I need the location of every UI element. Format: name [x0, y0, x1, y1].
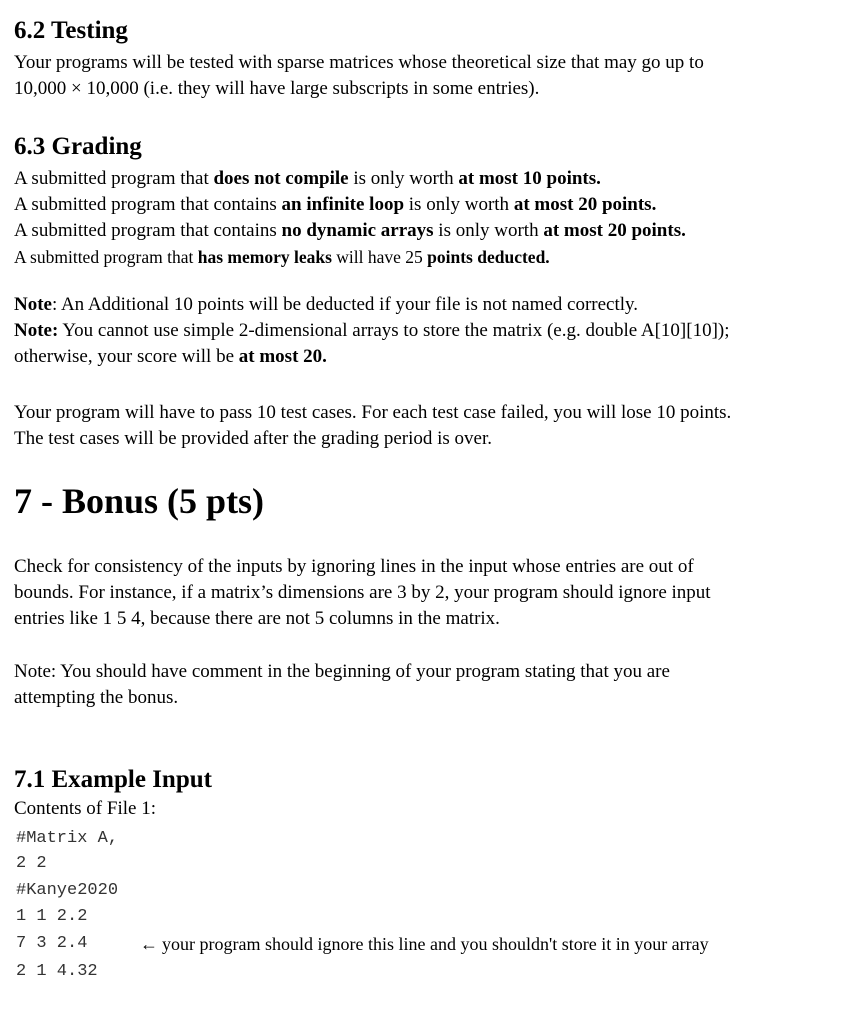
rule-text: is only worth	[433, 220, 544, 241]
bonus-heading: 7 - Bonus (5 pts)	[14, 481, 265, 521]
test-cases-line-2: The test cases will be provided after the grading period is over.	[14, 428, 493, 449]
bonus-note-line-2: attempting the bonus.	[14, 687, 179, 708]
code-line-2: 2 2	[16, 854, 47, 873]
note-2d-arrays-continued	[14, 344, 327, 370]
rule-text: A submitted program that	[14, 247, 198, 267]
bonus-note-line-1: Note: You should have comment in the beginning of your program stating that you are	[14, 661, 670, 682]
rule-text: A submitted program that contains	[14, 194, 282, 215]
note-text: : An Additional 10 points will be deducted if your file is not named correctly.	[51, 294, 639, 315]
note-label: Note	[14, 294, 52, 315]
test-cases-line-1: Your program will have to pass 10 test cases. For each test case failed, you will lose 10 points.	[14, 402, 732, 423]
rule-text: A submitted program that contains	[14, 220, 282, 241]
code-line-4: 1 1 2.2	[16, 907, 88, 926]
note-2d-arrays	[14, 318, 730, 344]
code-line-5: 7 3 2.4	[16, 934, 88, 953]
grading-rule-dynamic-arrays	[14, 218, 686, 244]
example-heading: 7.1 Example Input	[14, 766, 212, 793]
rule-text: will have 25	[331, 247, 428, 267]
rule-text: is only worth	[348, 168, 459, 189]
note-file-naming	[14, 292, 638, 318]
grading-rule-infinite-loop	[14, 192, 656, 218]
rule-penalty: at most 20 points.	[513, 194, 657, 215]
note-penalty: at most 20.	[238, 346, 327, 367]
rule-emphasis: does not compile	[213, 168, 349, 189]
grading-rule-compile	[14, 166, 601, 192]
note-label: Note:	[14, 320, 59, 341]
rule-emphasis: has memory leaks	[197, 247, 332, 267]
annotation-text: your program should ignore this line and you shouldn't store it in your array	[162, 934, 709, 954]
testing-line-2: 10,000 × 10,000 (i.e. they will have large subscripts in some entries).	[14, 78, 540, 99]
rule-penalty: points deducted.	[427, 247, 550, 267]
bonus-paragraph-line-3: entries like 1 5 4, because there are not 5 columns in the matrix.	[14, 608, 500, 629]
grading-rule-memory-leaks	[14, 244, 550, 270]
rule-emphasis: no dynamic arrays	[281, 220, 434, 241]
rule-text: is only worth	[404, 194, 514, 215]
code-line-6: 2 1 4.32	[16, 962, 98, 981]
left-arrow-icon: ←	[140, 934, 158, 954]
bonus-paragraph-line-1: Check for consistency of the inputs by ignoring lines in the input whose entries are out of	[14, 556, 694, 577]
rule-text: A submitted program that	[14, 168, 214, 189]
note-text: You cannot use simple 2-dimensional arrays to store the matrix (e.g. double A[10][10]);	[58, 320, 730, 341]
rule-penalty: at most 10 points.	[458, 168, 601, 189]
rule-penalty: at most 20 points.	[543, 220, 686, 241]
testing-heading: 6.2 Testing	[14, 17, 128, 44]
testing-line-1: Your programs will be tested with sparse matrices whose theoretical size that may go up to	[14, 52, 704, 73]
file-contents-label: Contents of File 1:	[14, 798, 156, 819]
bonus-paragraph-line-2: bounds. For instance, if a matrix’s dimensions are 3 by 2, your program should ignore input	[14, 582, 711, 603]
grading-heading: 6.3 Grading	[14, 133, 142, 160]
ignore-line-annotation	[140, 932, 709, 956]
code-line-1: #Matrix A,	[16, 829, 119, 848]
code-line-3: #Kanye2020	[16, 881, 119, 900]
rule-emphasis: an infinite loop	[281, 194, 405, 215]
note-text: otherwise, your score will be	[14, 346, 239, 367]
